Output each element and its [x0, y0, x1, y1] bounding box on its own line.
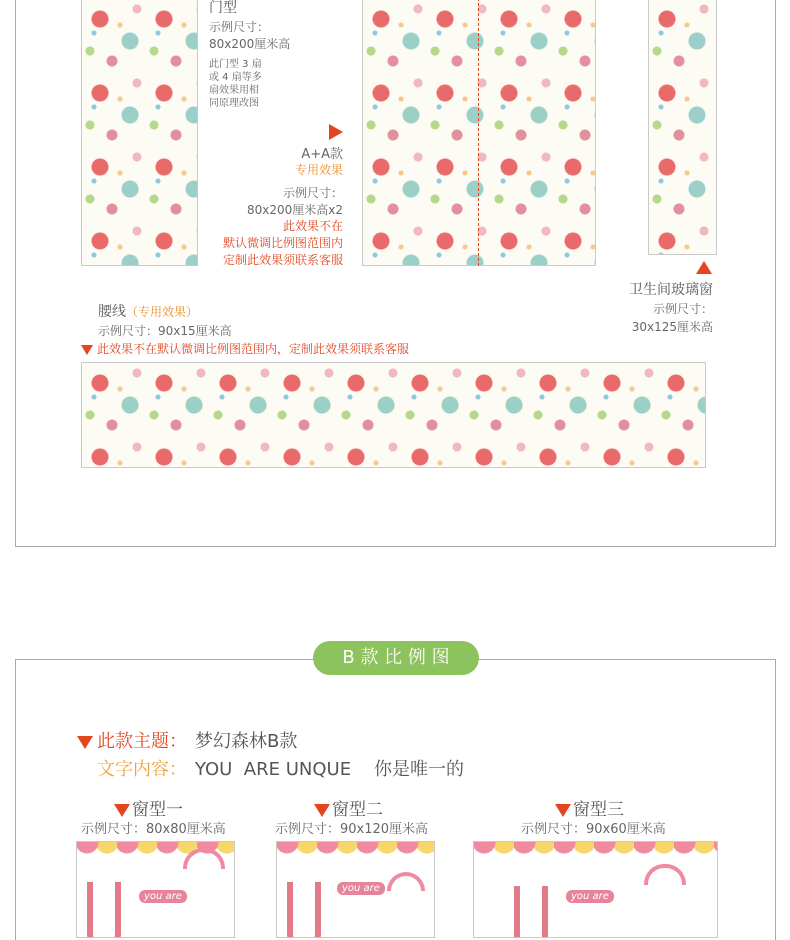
door-title: 门型 — [209, 0, 237, 16]
waist-warning-row — [81, 340, 409, 357]
aa-pattern-image — [362, 0, 596, 266]
text-content-value: YOU ARE UNQUE 你是唯一的 — [195, 759, 464, 780]
window-2-letter-u-art — [287, 882, 321, 938]
window-1-pointer-icon — [114, 804, 130, 817]
text-content-label: 文字内容： — [97, 759, 187, 780]
waist-title: 腰线 — [98, 304, 126, 320]
window-2-art — [276, 841, 435, 938]
window-2-pointer-icon — [314, 804, 330, 817]
window-1-size: 示例尺寸：80x80厘米高 — [81, 822, 226, 837]
text-content-row — [97, 755, 464, 781]
bathroom-pattern-image — [648, 0, 717, 255]
window-1-title: 窗型一 — [132, 800, 183, 820]
bathroom-title: 卫生间玻璃窗 — [629, 282, 713, 298]
aa-warning-1: 此效果不在 — [282, 219, 343, 233]
window-3-rainbow-icon — [644, 864, 686, 885]
window-2-rainbow-icon — [387, 872, 425, 891]
aa-size-value: 80x200厘米高x2 — [246, 203, 343, 217]
window-1-art-text: you are — [139, 890, 187, 903]
waist-title-row — [98, 301, 198, 321]
bathroom-size-label: 示例尺寸： — [652, 302, 713, 316]
pointer-down-icon — [81, 345, 93, 355]
waist-pattern-image — [81, 362, 706, 468]
window-2-scallop — [277, 842, 434, 862]
door-size-value: 80x200厘米高 — [209, 37, 291, 51]
aa-subtitle: 专用效果 — [294, 163, 343, 177]
window-3-pointer-icon — [555, 804, 571, 817]
window-1-art — [76, 841, 235, 938]
window-3-title-row — [555, 795, 624, 820]
window-2-title-row — [314, 795, 383, 820]
bathroom-size-value: 30x125厘米高 — [631, 320, 713, 334]
window-3-art-text: you are — [566, 890, 614, 903]
window-3-scallop — [474, 842, 717, 862]
theme-value: 梦幻森林B款 — [195, 731, 298, 752]
window-1-letter-u-art — [87, 882, 121, 938]
window-3-title: 窗型三 — [573, 800, 624, 820]
aa-warning-2: 默认微调比例图范围内 — [222, 236, 343, 250]
door-note-3: 扇效果用相 — [209, 85, 259, 96]
section-b-badge: B 款 比 例 图 — [313, 641, 479, 675]
door-note-2: 或 4 扇等多 — [209, 72, 262, 83]
window-3-size: 示例尺寸：90x60厘米高 — [521, 822, 666, 837]
theme-label: 此款主题： — [97, 731, 187, 752]
door-note-4: 同原理改图 — [209, 98, 259, 109]
theme-row — [77, 727, 297, 753]
door-note-1: 此门型 3 扇 — [209, 59, 262, 70]
pointer-up-icon — [696, 261, 712, 274]
door-size-label: 示例尺寸： — [209, 20, 270, 34]
waist-warning: 此效果不在默认微调比例图范围内，定制此效果须联系客服 — [97, 342, 410, 356]
waist-size: 示例尺寸：90x15厘米高 — [98, 324, 232, 338]
aa-split-line — [478, 0, 479, 266]
aa-size-label: 示例尺寸： — [282, 186, 343, 200]
theme-pointer-icon — [77, 736, 93, 749]
window-1-title-row — [114, 795, 183, 820]
waist-special: （专用效果） — [126, 305, 199, 319]
window-3-letter-u-art — [514, 886, 548, 938]
window-2-art-text: you are — [337, 882, 385, 895]
window-2-title: 窗型二 — [332, 800, 383, 820]
window-3-art — [473, 841, 718, 938]
aa-warning-3: 定制此效果须联系客服 — [222, 253, 343, 267]
window-2-size: 示例尺寸：90x120厘米高 — [275, 822, 429, 837]
door-pattern-image — [81, 0, 198, 266]
aa-title: A+A款 — [301, 147, 343, 162]
pointer-right-icon — [329, 124, 343, 140]
